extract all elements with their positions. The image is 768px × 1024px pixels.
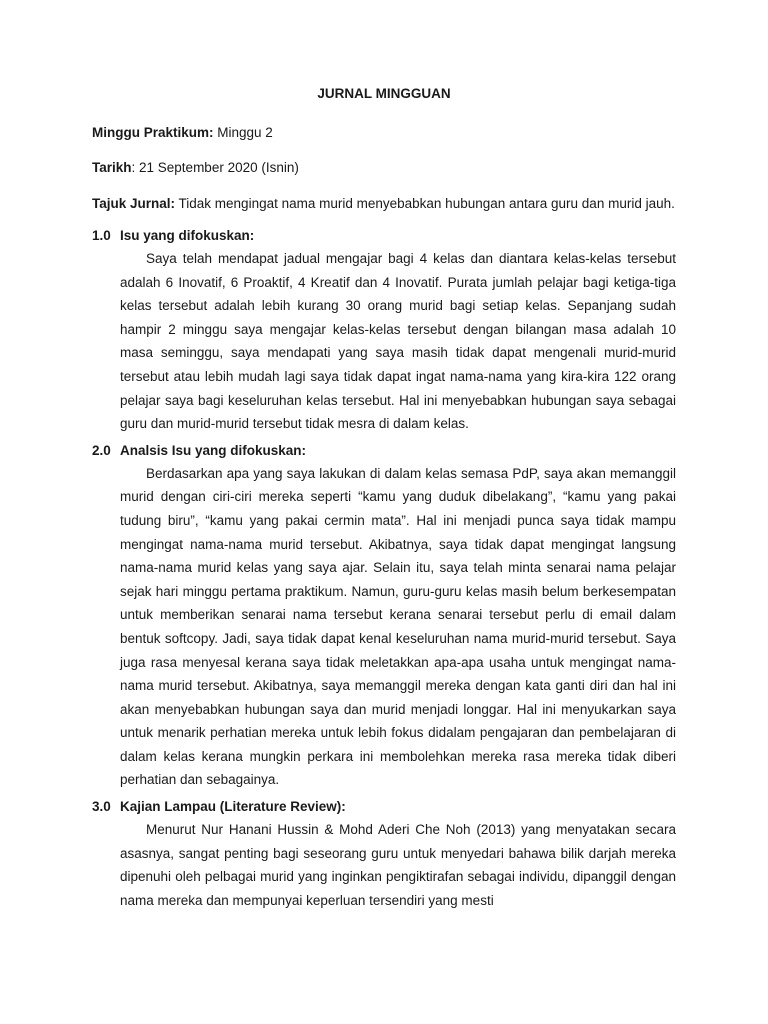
section-1-body: Saya telah mendapat jadual mengajar bagi 4 kelas dan diantara kelas-kelas tersebut adalah 6 Inovatif, 6 Proaktif, 4 Kreatif dan 4 Inovatif. Purata jumlah pelajar bagi ketiga-tiga kelas tersebut adalah lebih kurang 30 orang murid bagi setiap kelas. Sepanjang sudah hampir 2 minggu saya mengajar kelas-kelas tersebut dengan bilangan masa adalah 10 masa seminggu, saya mendapati yang saya masih tidak dapat mengenali murid-murid tersebut atau lebih mudah lagi saya tidak dapat ingat nama-nama yang kira-kira 122 orang pelajar saya bagi keseluruhan kelas tersebut. Hal ini menyebabkan hubungan saya sebagai guru dan murid-murid tersebut tidak mesra di dalam kelas. (120, 251, 676, 432)
section-3-number: 3.0 (92, 799, 111, 815)
tarikh-line (92, 157, 676, 179)
tarikh-label: Tarikh (92, 160, 132, 175)
section-2-body: Berdasarkan apa yang saya lakukan di dalam kelas semasa PdP, saya akan memanggil murid dengan ciri-ciri mereka seperti “kamu yang duduk dibelakang”, “kamu yang pakai tudung biru”, “kamu yang pakai cermin mata”. Hal ini menjadi punca saya tidak mampu mengingat nama-nama murid tersebut. Akibatnya, saya tidak dapat mengingat langsung nama-nama murid kelas yang saya ajar. Selain itu, saya telah minta senarai nama pelajar sejak hari minggu pertama praktikum. Namun, guru-guru kelas masih belum berkesempatan untuk memberikan senarai nama tersebut kerana senarai tersebut perlu di email dalam bentuk softcopy. Jadi, saya tidak dapat kenal keseluruhan nama murid-murid tersebut. Saya juga rasa menyesal kerana saya tidak meletakkan apa-apa usaha untuk mengingat nama-nama murid tersebut. Akibatnya, saya memanggil mereka dengan kata ganti diri dan hal ini akan menyebabkan hubungan saya dan murid menjadi longgar. Hal ini menyukarkan saya untuk menarik perhatian mereka untuk lebih fokus didalam pengajaran dan pembelajaran di dalam kelas kerana mungkin perkara ini membolehkan mereka rasa mereka tidak diberi perhatian dan sebagainya. (120, 465, 676, 788)
section-3-heading (92, 796, 676, 818)
tajuk-jurnal-line (92, 192, 676, 215)
minggu-praktikum-label: Minggu Praktikum: (92, 125, 214, 140)
tajuk-jurnal-value: Tidak mengingat nama murid menyebabkan hubungan antara guru dan murid jauh. (175, 196, 675, 211)
tarikh-value: : 21 September 2020 (Isnin) (131, 160, 299, 175)
section-1-heading (92, 225, 676, 247)
section-2-title: Analsis Isu yang difokuskan: (120, 442, 307, 458)
section-3-title: Kajian Lampau (Literature Review): (120, 799, 346, 815)
section-1-number: 1.0 (92, 228, 111, 243)
minggu-praktikum-line (92, 122, 676, 144)
minggu-praktikum-value: Minggu 2 (213, 125, 273, 140)
section-2-number: 2.0 (92, 442, 111, 458)
tajuk-jurnal-label: Tajuk Jurnal: (92, 196, 176, 211)
section-1-title: Isu yang difokuskan: (120, 228, 255, 243)
section-3-body: Menurut Nur Hanani Hussin & Mohd Aderi Che Noh (2013) yang menyatakan secara asasnya, sangat penting bagi seseorang guru untuk menyedari bahawa bilik darjah mereka dipenuhi oleh pelbagai murid yang inginkan pengiktirafan sebagai individu, dipanggil dengan nama mereka dan mempunyai keperluan tersendiri yang mesti (120, 822, 676, 908)
document-title: JURNAL MINGGUAN (317, 86, 451, 101)
section-2-heading (92, 440, 676, 462)
